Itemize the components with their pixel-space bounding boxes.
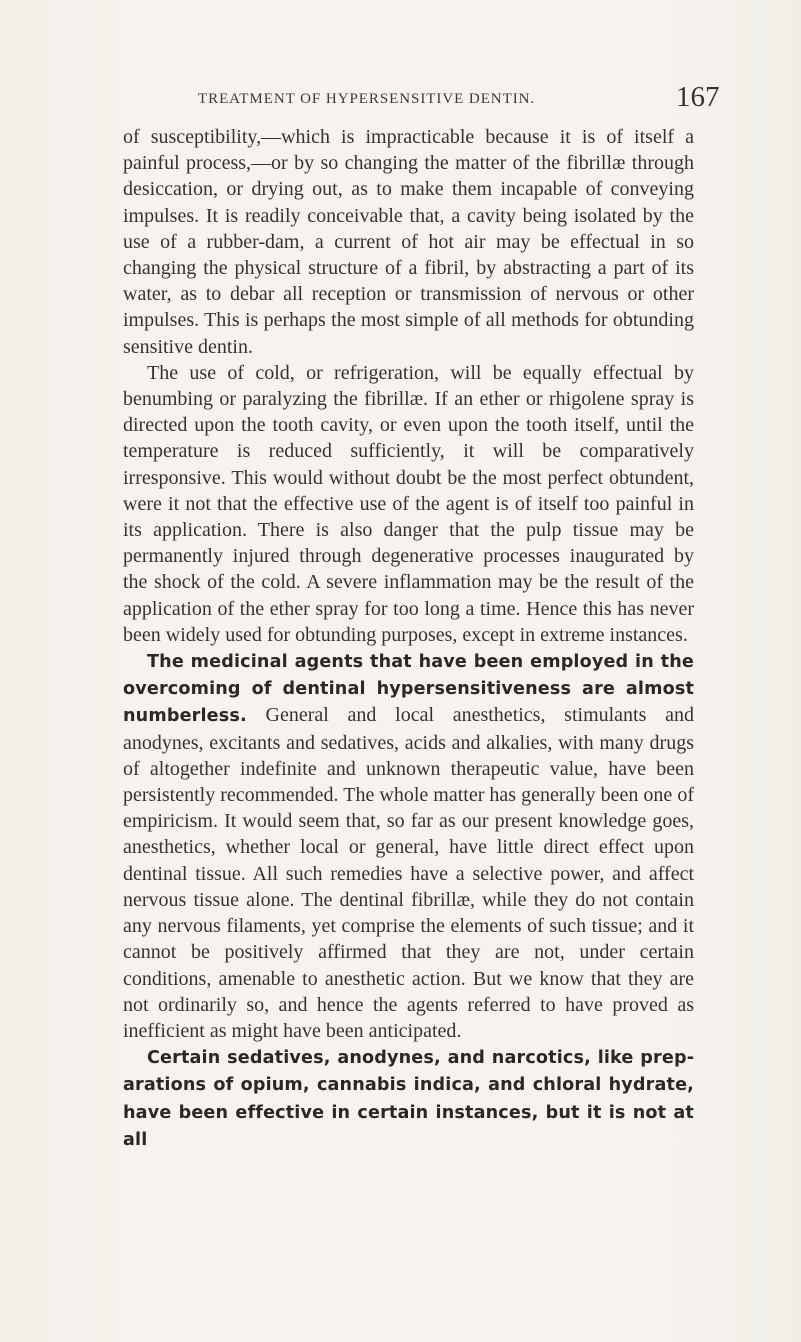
page-number: 167 — [676, 81, 720, 113]
paragraph-4-lead: Certain sedatives, anodynes, and narcotics, like preparations of opium, cannabis indica, and chloral hydrate, have been effective in certain instances, but it is not at all — [123, 1048, 694, 1150]
paragraph-1-text: of susceptibility,—which is impracticable because it is of itself a painful process,—or by so changing the matter of the fibrillæ through desiccation, or drying out, as to make them incapable of conveying impulses. It is readily conceivable that, a cavity being isolated by the use of a rubber-dam, a current of hot air may be effectual in so changing the physical structure of a fibril, by abstracting a part of its water, as to debar all reception or transmission of nervous or other impulses. This is perhaps the most simple of all methods for obtunding sensitive dentin. — [123, 126, 694, 358]
paragraph-3-text: General and local anesthetics, stimulants and anodynes, excitants and sedatives, acids and alkalies, with many drugs of altogether indefinite and unknown therapeutic value, have been persistently recommended. The whole matter has generally been one of empiricism. It would seem that, so far as our present knowledge goes, anesthetics, whether local or general, have little direct effect upon dentinal tissue. All such remedies have a selective power, and affect nervous tissue alone. The dentinal fibrillæ, while they do not contain any nervous filaments, yet comprise the elements of such tissue; and it cannot be positively affirmed that they are not, under certain conditions, amenable to anesthetic action. But we know that they are not ordinarily so, and hence the agents referred to have proved as inefficient as might have been anticipated. — [123, 704, 694, 1042]
running-title: TREATMENT OF HYPERSENSITIVE DENTIN. — [198, 91, 536, 107]
paragraph-1 — [123, 124, 694, 360]
paragraph-4 — [123, 1044, 694, 1153]
running-head — [0, 81, 801, 115]
paragraph-3 — [123, 648, 694, 1044]
paragraph-2-text: The use of cold, or refrigeration, will be equally effectual by benumbing or paralyzing the fibrillæ. If an ether or rhigolene spray is directed upon the tooth cavity, or even upon the tooth itself, until the temperature is reduced sufficiently, it will be comparatively irresponsive. This would without doubt be the most perfect obtundent, were it not that the effective use of the agent is of itself too painful in its application. There is also danger that the pulp tissue may be permanently injured through degenerative processes inaugurated by the shock of the cold. A severe inflammation may be the result of the application of the ether spray for too long a time. Hence this has never been widely used for obtunding purposes, except in extreme instances. — [123, 361, 694, 646]
paragraph-3-lead: The medicinal agents that have been employed in the overcoming of dentinal hypersensitiveness are almost numberless. — [123, 652, 694, 727]
paragraph-2 — [123, 360, 694, 648]
body-text — [123, 124, 694, 1153]
